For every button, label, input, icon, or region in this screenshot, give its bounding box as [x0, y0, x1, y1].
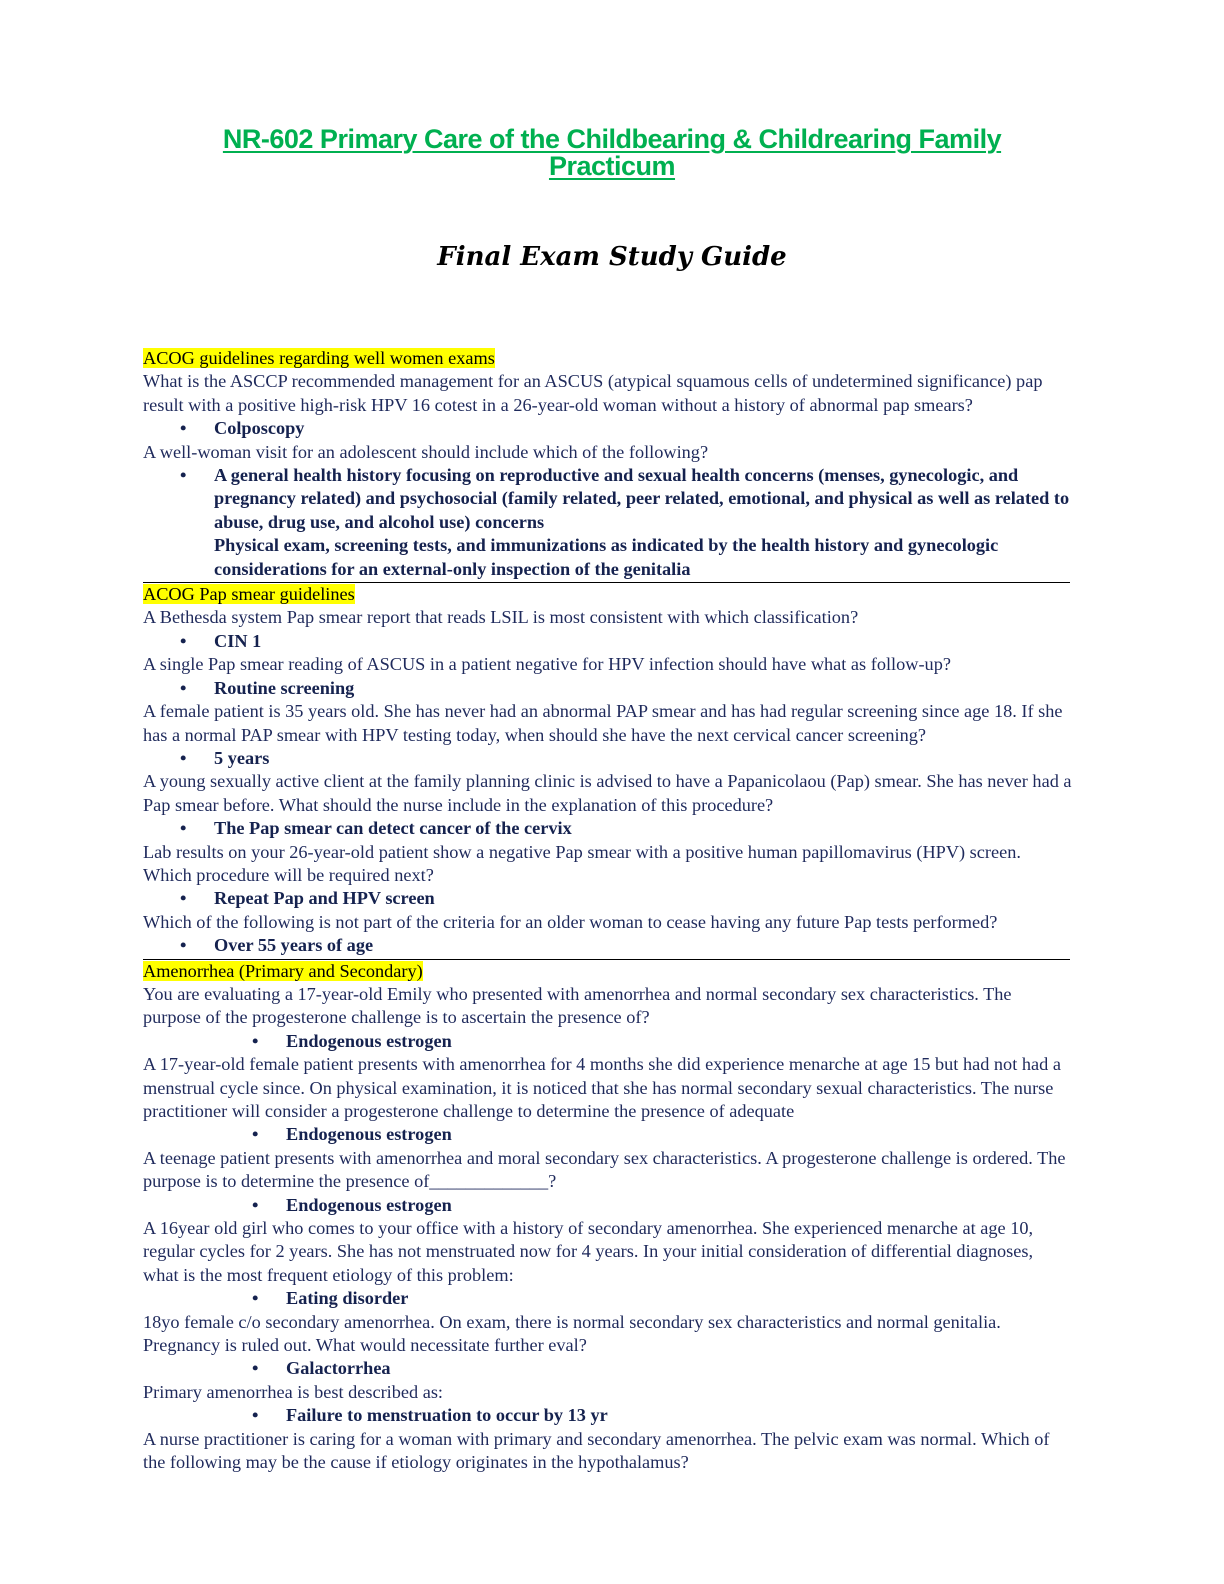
section-heading-text: ACOG guidelines regarding well women exams — [143, 348, 495, 368]
answer-text: 5 years — [214, 747, 270, 768]
section-heading-text: Amenorrhea (Primary and Secondary) — [143, 960, 423, 981]
question: You are evaluating a 17-year-old Emily who presented with amenorrhea and normal secondary sex characteristics. The purpose of the progesterone challenge is to ascertain the presence of? — [143, 983, 1012, 1028]
answer-text: Failure to menstruation to occur by 13 yr — [286, 1405, 608, 1426]
answer-bullet — [143, 630, 1073, 653]
bullet-icon: • — [180, 418, 187, 439]
answer-text: Routine screening — [214, 677, 355, 698]
section-heading-text: ACOG Pap smear guidelines — [143, 584, 355, 605]
answer-bullet — [143, 934, 1073, 957]
bullet-icon: • — [180, 935, 187, 956]
answer-bullet — [143, 747, 1073, 770]
answer-bullet — [143, 464, 1073, 581]
answer-bullet — [143, 1123, 1073, 1146]
question: A young sexually active client at the family planning clinic is advised to have a Papanicolaou (Pap) smear. She has never had a Pap smear before. What should the nurse include in the explanation of this procedure? — [143, 771, 1072, 815]
answer-text: Galactorrhea — [286, 1358, 391, 1379]
answer-text: Eating disorder — [286, 1288, 409, 1309]
answer-bullet — [143, 887, 1073, 910]
bullet-icon: • — [180, 677, 187, 698]
answer-text: The Pap smear can detect cancer of the cervix — [214, 818, 572, 839]
bullet-icon: • — [252, 1030, 259, 1051]
question: A Bethesda system Pap smear report that reads LSIL is most consistent with which classification? — [143, 607, 859, 628]
question: A 17-year-old female patient presents with amenorrhea for 4 months she did experience menarche at age 15 but had not had a menstrual cycle since. On physical examination, it is noticed that she has normal secondary sexual characteristics. The nurse practitioner will consider a progesterone challenge to determine the presence of adequate — [143, 1054, 1061, 1121]
bullet-icon: • — [180, 818, 187, 839]
document-subtitle: Final Exam Study Guide — [437, 242, 787, 272]
bullet-icon: • — [180, 630, 187, 651]
answer-text: Physical exam, screening tests, and immunizations as indicated by the health history and gynecologic considerations for an external-only inspection of the genitalia — [214, 535, 999, 579]
question: A single Pap smear reading of ASCUS in a patient negative for HPV infection should have what as follow-up? — [143, 654, 951, 675]
title-line-1: NR-602 Primary Care of the Childbearing & Childrearing Family — [222, 124, 1002, 154]
answer-text: Repeat Pap and HPV screen — [214, 888, 435, 909]
answer-bullet — [143, 1404, 1073, 1427]
question: What is the ASCCP recommended management for an ASCUS (atypical squamous cells of undetermined significance) pap result with a positive high-risk HPV 16 cotest in a 26-year-old woman without a history of abnormal pap smears? — [143, 371, 1043, 415]
answer-text: A general health history focusing on reproductive and sexual health concerns (menses, gynecologic, and pregnancy related) and psychosocial (family related, peer related, emotional, and physical as well as related to abuse, drug use, and alcohol use) concerns — [214, 465, 1070, 532]
answer-text: Endogenous estrogen — [286, 1124, 452, 1145]
bullet-icon: • — [252, 1405, 259, 1426]
question: 18yo female c/o secondary amenorrhea. On exam, there is normal secondary sex characteristics and normal genitalia. Pregnancy is ruled out. What would necessitate further eval? — [143, 1311, 1001, 1356]
answer-bullet — [143, 1287, 1073, 1310]
answer-bullet — [143, 1194, 1073, 1217]
bullet-icon: • — [252, 1194, 259, 1215]
answer-bullet — [143, 817, 1073, 840]
document-title — [0, 126, 1224, 180]
answer-text: Over 55 years of age — [214, 935, 374, 956]
answer-bullet — [143, 677, 1073, 700]
question: A female patient is 35 years old. She has never had an abnormal PAP smear and has had regular screening since age 18. If she has a normal PAP smear with HPV testing today, when should she have the next cervical cancer screening? — [143, 701, 1063, 745]
section-heading — [143, 960, 1073, 983]
bullet-icon: • — [180, 888, 187, 909]
answer-text: Endogenous estrogen — [286, 1030, 452, 1051]
question: A 16year old girl who comes to your office with a history of secondary amenorrhea. She experienced menarche at age 10, regular cycles for 2 years. She has not menstruated now for 4 years. In your initial consideration of differential diagnoses, what is the most frequent etiology of this problem: — [143, 1218, 1034, 1285]
bullet-icon: • — [252, 1124, 259, 1145]
bullet-icon: • — [180, 465, 187, 486]
bullet-icon: • — [252, 1358, 259, 1379]
bullet-icon: • — [252, 1288, 259, 1309]
answer-text: Colposcopy — [214, 418, 305, 439]
question: Lab results on your 26-year-old patient show a negative Pap smear with a positive human papillomavirus (HPV) screen. Which procedure will be required next? — [143, 841, 1021, 885]
section-heading — [143, 347, 1073, 370]
answer-text: CIN 1 — [214, 630, 262, 651]
answer-bullet — [143, 1357, 1073, 1380]
answer-bullet — [143, 417, 1073, 440]
question: Primary amenorrhea is best described as: — [143, 1381, 444, 1402]
question: A nurse practitioner is caring for a woman with primary and secondary amenorrhea. The pelvic exam was normal. Which of the following may be the cause if etiology originates in the hypothalamus? — [143, 1428, 1050, 1473]
question: A teenage patient presents with amenorrhea and moral secondary sex characteristics. A progesterone challenge is ordered. The purpose is to determine the presence of_____________? — [143, 1147, 1066, 1192]
document-body — [143, 347, 1073, 1475]
question: Which of the following is not part of the criteria for an older woman to cease having any future Pap tests performed? — [143, 911, 998, 932]
question: A well-woman visit for an adolescent should include which of the following? — [143, 441, 709, 462]
section-heading — [143, 583, 1073, 606]
title-line-2: Practicum — [548, 151, 676, 181]
answer-text: Endogenous estrogen — [286, 1194, 452, 1215]
bullet-icon: • — [180, 747, 187, 768]
answer-bullet — [143, 1030, 1073, 1053]
